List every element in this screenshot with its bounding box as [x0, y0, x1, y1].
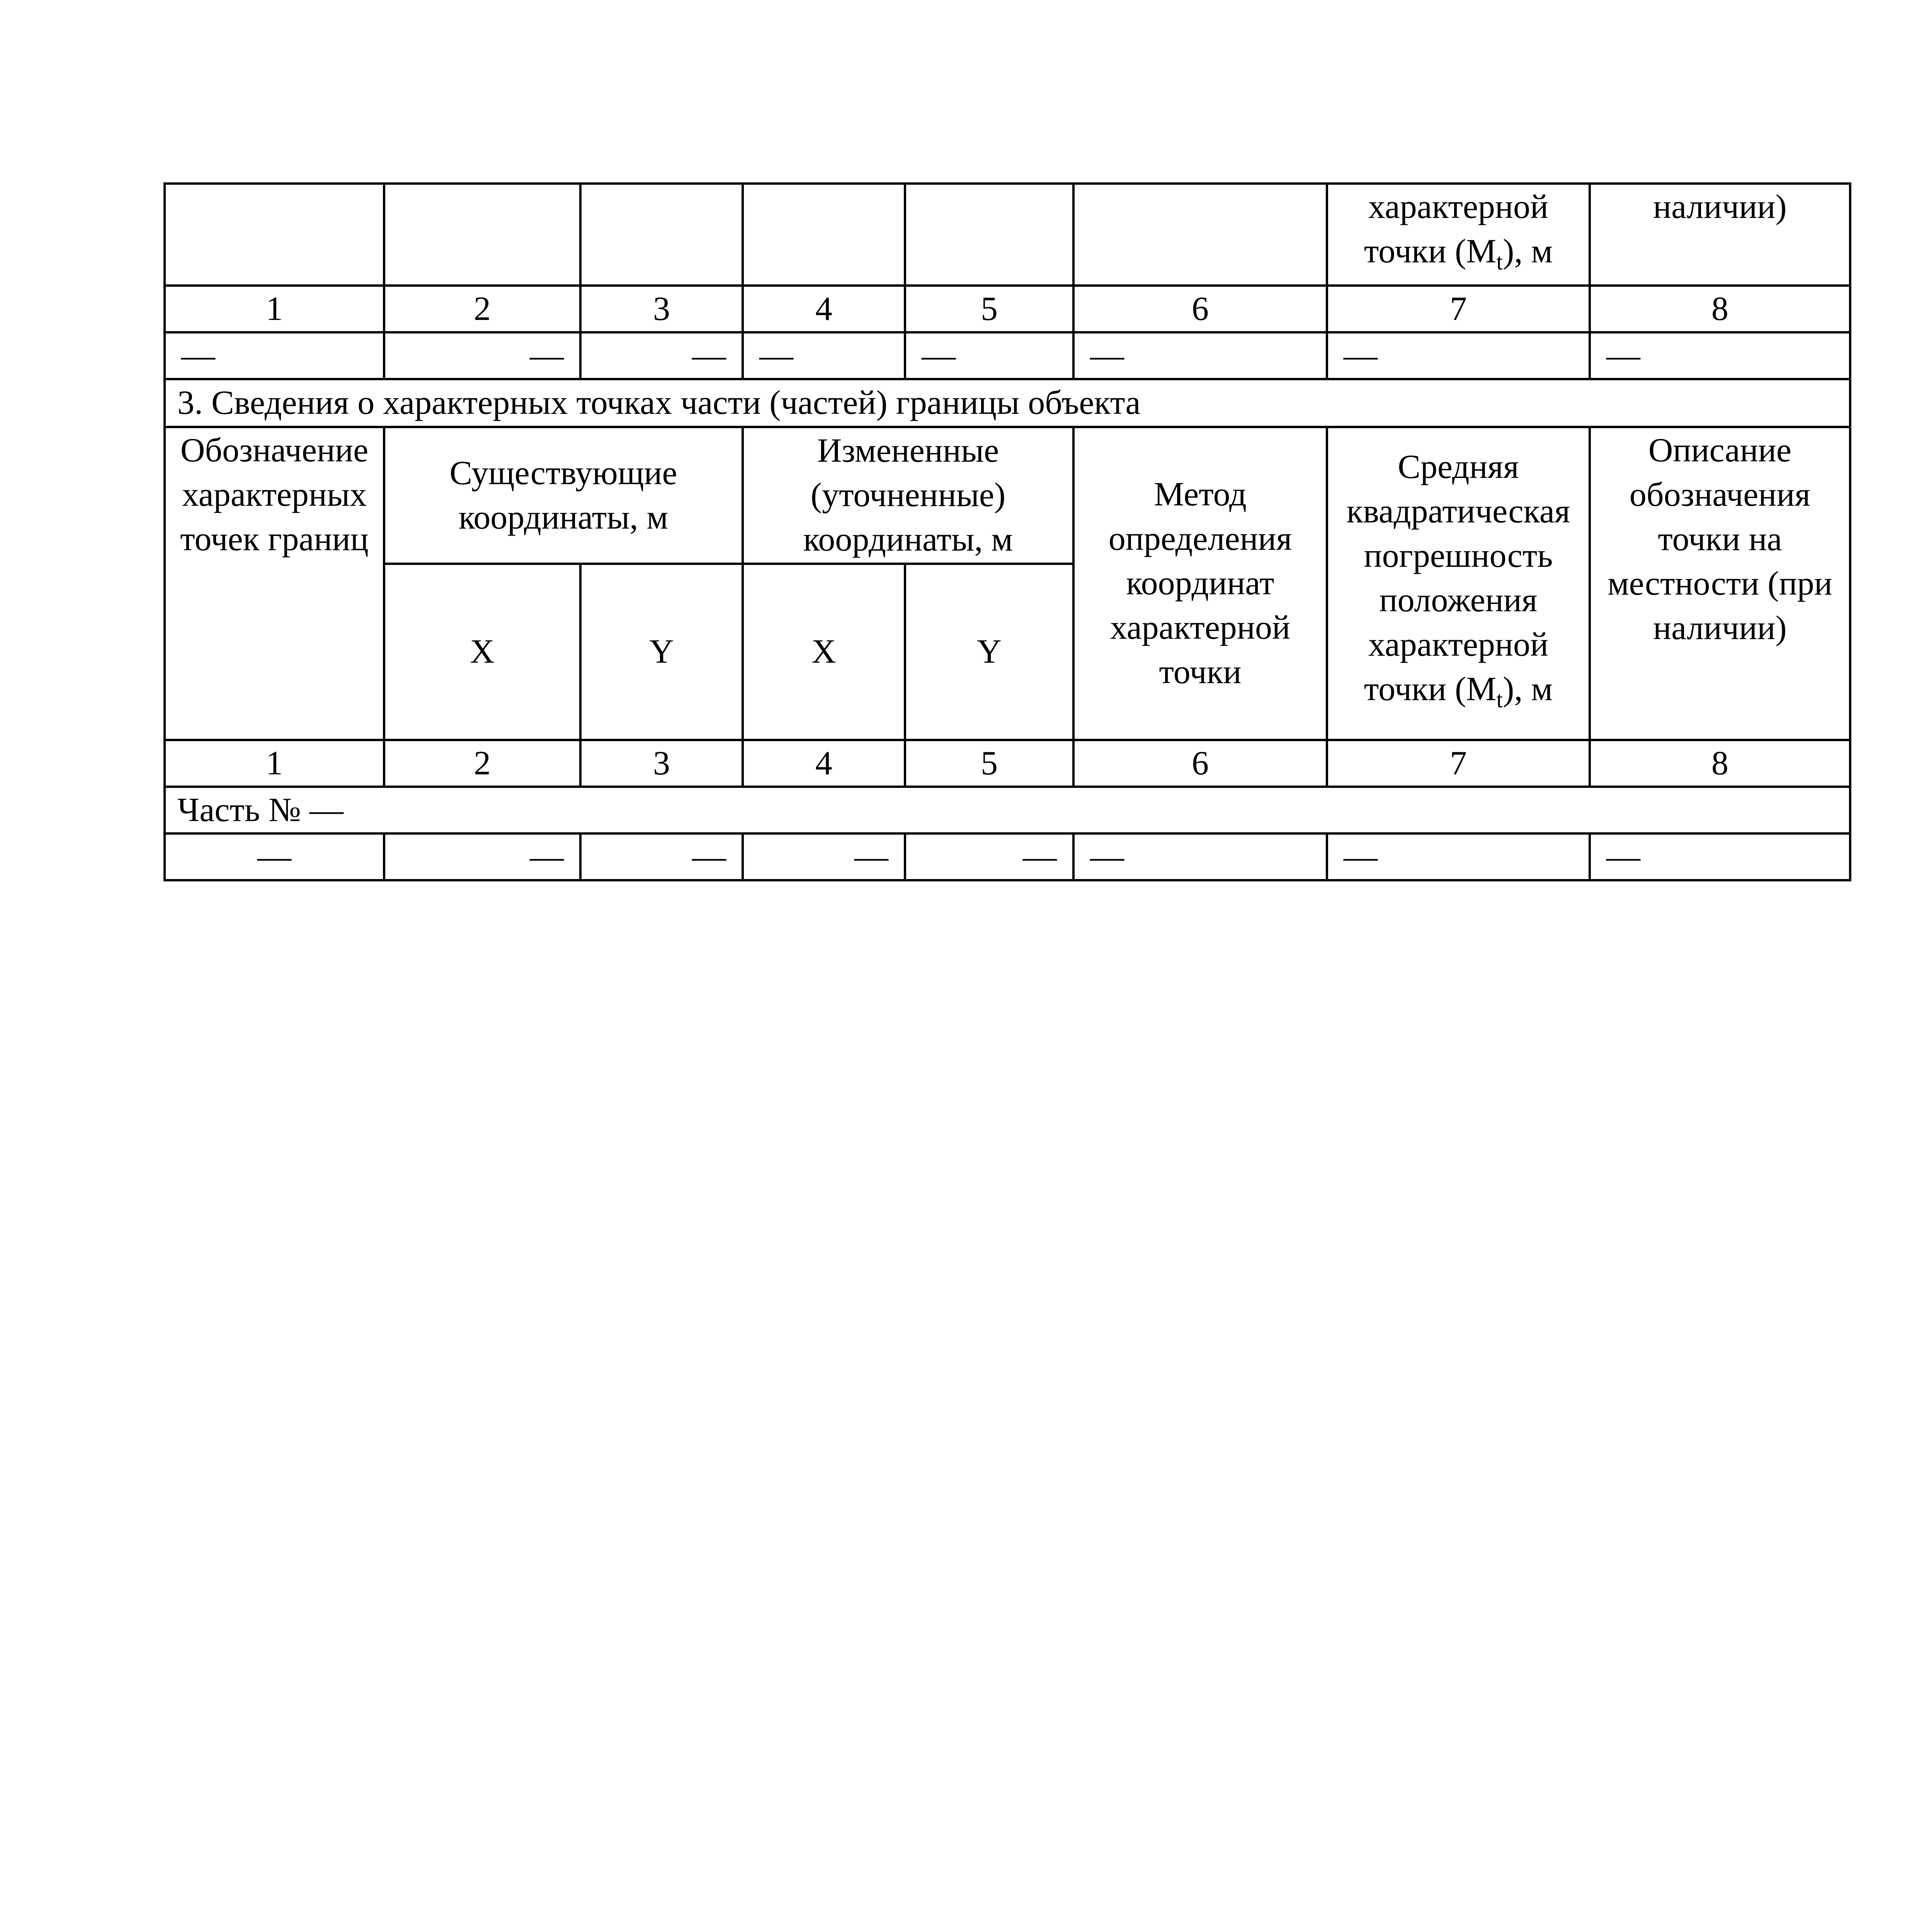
- table-cell: —: [165, 833, 384, 880]
- header-7-subscript: t: [1496, 249, 1503, 275]
- boundary-points-table: [163, 182, 1851, 881]
- table-cell: —: [1590, 833, 1850, 880]
- column-number: 4: [743, 740, 905, 787]
- column-number: 2: [384, 286, 580, 332]
- table-cell: —: [1327, 332, 1590, 379]
- changed-coords-header: Измененные (уточненные) координаты, м: [743, 427, 1073, 564]
- column-number: 6: [1073, 740, 1327, 787]
- section-title: 3. Сведения о характерных точках части (частей) границы объекта: [165, 379, 1850, 427]
- table-cell: —: [1590, 332, 1850, 379]
- table-row: [165, 332, 1850, 379]
- designation-header: Обозначение характерных точек границ: [165, 427, 384, 740]
- table-cell: —: [165, 332, 384, 379]
- part-row: [165, 787, 1850, 833]
- y-existing-header: Y: [580, 564, 743, 740]
- section-title-row: [165, 379, 1850, 427]
- mse-header-subscript: t: [1496, 687, 1503, 713]
- part-label: Часть № —: [165, 787, 1850, 833]
- section-column-number-row: [165, 740, 1850, 787]
- x-changed-header: X: [743, 564, 905, 740]
- table-cell: —: [743, 332, 905, 379]
- table-cell: —: [743, 833, 905, 880]
- x-existing-header: X: [384, 564, 580, 740]
- table-cell: —: [905, 332, 1073, 379]
- description-header: Описание обозначения точки на местности (при наличии): [1590, 427, 1850, 740]
- column-number: 7: [1327, 740, 1590, 787]
- y-changed-header: Y: [905, 564, 1073, 740]
- column-number: 5: [905, 740, 1073, 787]
- table-cell: —: [580, 332, 743, 379]
- column-number: 3: [580, 286, 743, 332]
- header-7-line2-post: ), м: [1503, 233, 1553, 270]
- header-cell-8: [1590, 184, 1850, 286]
- table-cell: —: [1327, 833, 1590, 880]
- header-cell-4: [743, 184, 905, 286]
- column-number: 1: [165, 740, 384, 787]
- table-cell: —: [1073, 833, 1327, 880]
- column-number: 2: [384, 740, 580, 787]
- header-cell-3: [580, 184, 743, 286]
- mse-header: [1327, 427, 1590, 740]
- column-number: 4: [743, 286, 905, 332]
- header-cell-7: [1327, 184, 1590, 286]
- method-header: Метод определения координат характерной точки: [1073, 427, 1327, 740]
- header-cell-2: [384, 184, 580, 286]
- column-number: 5: [905, 286, 1073, 332]
- column-number: 6: [1073, 286, 1327, 332]
- header-7-line2-pre: точки (M: [1364, 233, 1497, 270]
- header-cell-6: [1073, 184, 1327, 286]
- header-7-line1: характерной: [1368, 188, 1549, 226]
- table-cell: —: [580, 833, 743, 880]
- column-number: 8: [1590, 286, 1850, 332]
- table-cell: —: [384, 332, 580, 379]
- column-number: 7: [1327, 286, 1590, 332]
- table-row: [165, 833, 1850, 880]
- existing-coords-header: Существующие координаты, м: [384, 427, 743, 564]
- table-cell: —: [1073, 332, 1327, 379]
- header-8-text: наличии): [1653, 188, 1787, 226]
- table-cell: —: [384, 833, 580, 880]
- column-number: 8: [1590, 740, 1850, 787]
- mse-header-text: Средняя квадратическая погрешность положения характерной точки (M: [1346, 448, 1570, 708]
- column-number: 1: [165, 286, 384, 332]
- continued-header-row: [165, 184, 1850, 286]
- header-cell-1: [165, 184, 384, 286]
- column-number-row: [165, 286, 1850, 332]
- table-cell: —: [905, 833, 1073, 880]
- section-header-row: [165, 427, 1850, 564]
- column-number: 3: [580, 740, 743, 787]
- mse-header-unit: ), м: [1503, 670, 1553, 708]
- header-cell-5: [905, 184, 1073, 286]
